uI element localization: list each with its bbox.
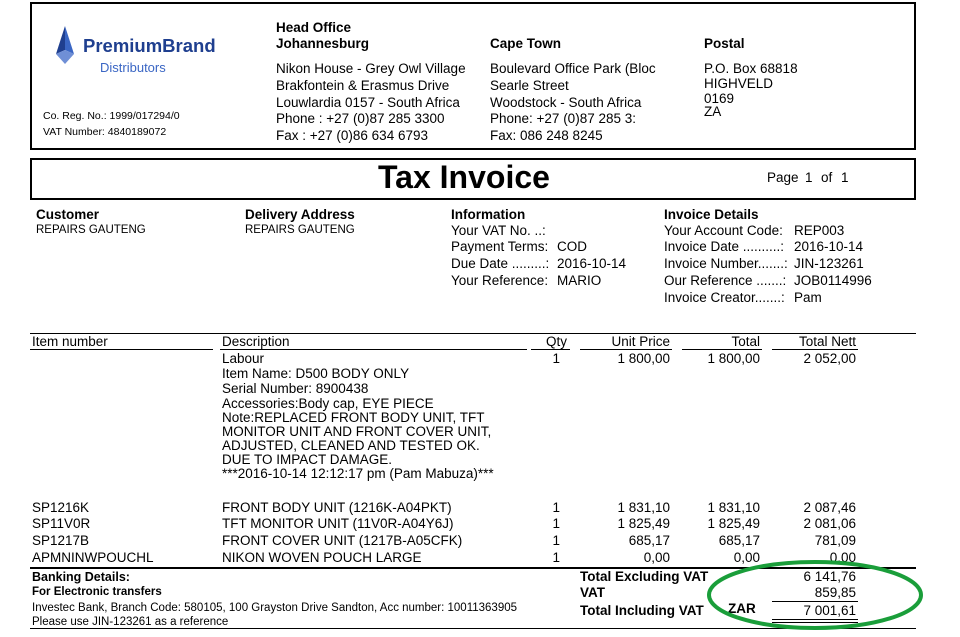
qty-cell: 1 (552, 351, 560, 366)
invoice-detail-value: 2016-10-14 (794, 239, 864, 254)
col-header-total: Total (731, 334, 760, 349)
info-label: Your VAT No. ..: (451, 223, 546, 238)
invoice-details-title: Invoice Details (664, 207, 759, 222)
unit-price-cell: 1 825,49 (617, 516, 670, 531)
total-nett-cell: 2 052,00 (803, 351, 856, 366)
info-label: Your Reference: (451, 273, 549, 288)
vat-label: VAT (580, 585, 605, 600)
qty-cell: 1 (552, 516, 560, 531)
unit-price-cell: 685,17 (628, 533, 670, 548)
desc-cell: FRONT COVER UNIT (1217B-A05CFK) (222, 533, 463, 548)
total-excl-vat-value: 6 141,76 (803, 569, 856, 584)
qty-cell: 1 (552, 550, 560, 565)
desc-cell: TFT MONITOR UNIT (11V0R-A04Y6J) (222, 516, 454, 531)
total-incl-vat-value: 7 001,61 (803, 603, 856, 618)
desc-cell: FRONT BODY UNIT (1216K-A04PKT) (222, 500, 452, 515)
logo-name: PremiumBrand (83, 35, 216, 56)
customer-value: REPAIRS GAUTENG (36, 224, 146, 236)
head-office-line: Louwlardia 0157 - South Africa (276, 95, 460, 110)
desc-line: Note:REPLACED FRONT BODY UNIT, TFT (222, 410, 485, 425)
logo-subtitle: Distributors (100, 60, 166, 75)
company-vat-number: VAT Number: 4840189072 (43, 126, 167, 138)
info-value: MARIO (557, 273, 602, 288)
head-office-city: Johannesburg (276, 36, 370, 51)
total-nett-cell: 781,09 (814, 533, 856, 548)
banking-subtitle: For Electronic transfers (32, 586, 162, 598)
postal-title: Postal (704, 36, 745, 51)
head-office-line: Fax : +27 (0)86 634 6793 (276, 128, 428, 143)
item-number-cell: SP11V0R (32, 516, 91, 531)
invoice-detail-label: Invoice Date ..........: (664, 239, 785, 254)
invoice-detail-label: Your Account Code: (664, 223, 783, 238)
page-of: of (821, 170, 833, 185)
desc-line: Serial Number: 8900438 (222, 381, 369, 396)
item-number-cell: SP1217B (32, 533, 90, 548)
info-label: Payment Terms: (451, 239, 549, 254)
desc-line: Item Name: D500 BODY ONLY (222, 366, 410, 381)
head-office-line: Nikon House - Grey Owl Village (276, 61, 466, 76)
col-underline (772, 349, 858, 350)
document-title: Tax Invoice (378, 159, 550, 195)
invoice-detail-value: JOB0114996 (794, 273, 872, 288)
invoice-detail-value: Pam (794, 290, 822, 305)
highlight-ellipse (700, 555, 930, 635)
postal-line: P.O. Box 68818 (704, 61, 798, 76)
desc-line: Accessories:Body cap, EYE PIECE (222, 396, 434, 411)
head-office-title: Head Office (276, 20, 352, 35)
desc-line: Labour (222, 351, 265, 366)
delivery-value: REPAIRS GAUTENG (245, 224, 355, 236)
qty-cell: 1 (552, 500, 560, 515)
total-nett-cell: 2 081,06 (803, 516, 856, 531)
col-underline (682, 349, 762, 350)
currency-label: ZAR (728, 601, 756, 616)
total-nett-cell: 0,00 (829, 550, 856, 565)
banking-title: Banking Details: (32, 570, 130, 584)
vat-value: 859,85 (814, 585, 856, 600)
desc-line: ADJUSTED, CLEANED AND TESTED OK. (222, 438, 480, 453)
banking-details: Investec Bank, Branch Code: 580105, 100 Grayston Drive Sandton, Acc number: 10011363905 (32, 602, 518, 614)
head-office-line: Brakfontein & Erasmus Drive (276, 78, 450, 93)
cape-town-title: Cape Town (490, 36, 562, 51)
postal-line: ZA (704, 104, 722, 119)
company-reg-no: Co. Reg. No.: 1999/017294/0 (43, 110, 180, 122)
total-incl-vat-label: Total Including VAT (580, 603, 704, 618)
item-number-cell: APMNINWPOUCHL (32, 550, 154, 565)
item-number-cell: SP1216K (32, 500, 90, 515)
postal-line: 0169 (704, 91, 735, 106)
desc-line: DUE TO IMPACT DAMAGE. (222, 452, 393, 467)
info-label: Due Date .........: (451, 256, 550, 271)
unit-price-cell: 1 831,10 (617, 500, 670, 515)
unit-price-cell: 1 800,00 (617, 351, 670, 366)
total-nett-cell: 2 087,46 (803, 500, 856, 515)
col-header-qty: Qty (545, 334, 567, 349)
head-office-line: Phone : +27 (0)87 285 3300 (276, 111, 445, 126)
invoice-detail-value: JIN-123261 (794, 256, 864, 271)
info-value: COD (557, 239, 587, 254)
cape-town-line: Boulevard Office Park (Bloc (490, 61, 656, 76)
postal-line: HIGHVELD (704, 76, 774, 91)
col-header-desc: Description (222, 334, 290, 349)
col-header-unit: Unit Price (611, 334, 670, 349)
delivery-title: Delivery Address (245, 207, 355, 222)
col-underline (220, 349, 527, 350)
total-cell: 0,00 (733, 550, 760, 565)
qty-cell: 1 (552, 533, 560, 548)
invoice-detail-label: Our Reference .......: (664, 273, 787, 288)
col-header-item: Item number (32, 334, 108, 349)
col-header-nett: Total Nett (798, 334, 856, 349)
banking-reference: Please use JIN-123261 as a reference (32, 616, 229, 628)
total-cell: 1 831,10 (707, 500, 760, 515)
customer-title: Customer (36, 207, 100, 222)
unit-price-cell: 0,00 (643, 550, 670, 565)
cape-town-line: Fax: 086 248 8245 (490, 128, 603, 143)
page-total: 1 (841, 170, 849, 185)
total-excl-vat-label: Total Excluding VAT (580, 569, 709, 584)
col-underline (531, 349, 570, 350)
desc-cell: NIKON WOVEN POUCH LARGE (222, 550, 422, 565)
info-value: 2016-10-14 (557, 256, 627, 271)
col-underline (30, 349, 213, 350)
invoice-detail-value: REP003 (794, 223, 845, 238)
cape-town-line: Searle Street (490, 78, 569, 93)
total-cell: 1 800,00 (707, 351, 760, 366)
invoice-detail-label: Invoice Creator.......: (664, 290, 785, 305)
col-underline (580, 349, 672, 350)
desc-line: MONITOR UNIT AND FRONT COVER UNIT, (222, 424, 492, 439)
total-cell: 1 825,49 (707, 516, 760, 531)
cape-town-line: Woodstock - South Africa (490, 95, 642, 110)
information-title: Information (451, 207, 526, 222)
desc-line: ***2016-10-14 12:12:17 pm (Pam Mabuza)*** (222, 466, 494, 481)
logo-mark-icon (54, 26, 80, 66)
invoice-detail-label: Invoice Number.......: (664, 256, 788, 271)
total-cell: 685,17 (718, 533, 760, 548)
page-label: Page (767, 170, 799, 185)
cape-town-line: Phone: +27 (0)87 285 3: (490, 111, 636, 126)
page-number: 1 (805, 170, 813, 185)
